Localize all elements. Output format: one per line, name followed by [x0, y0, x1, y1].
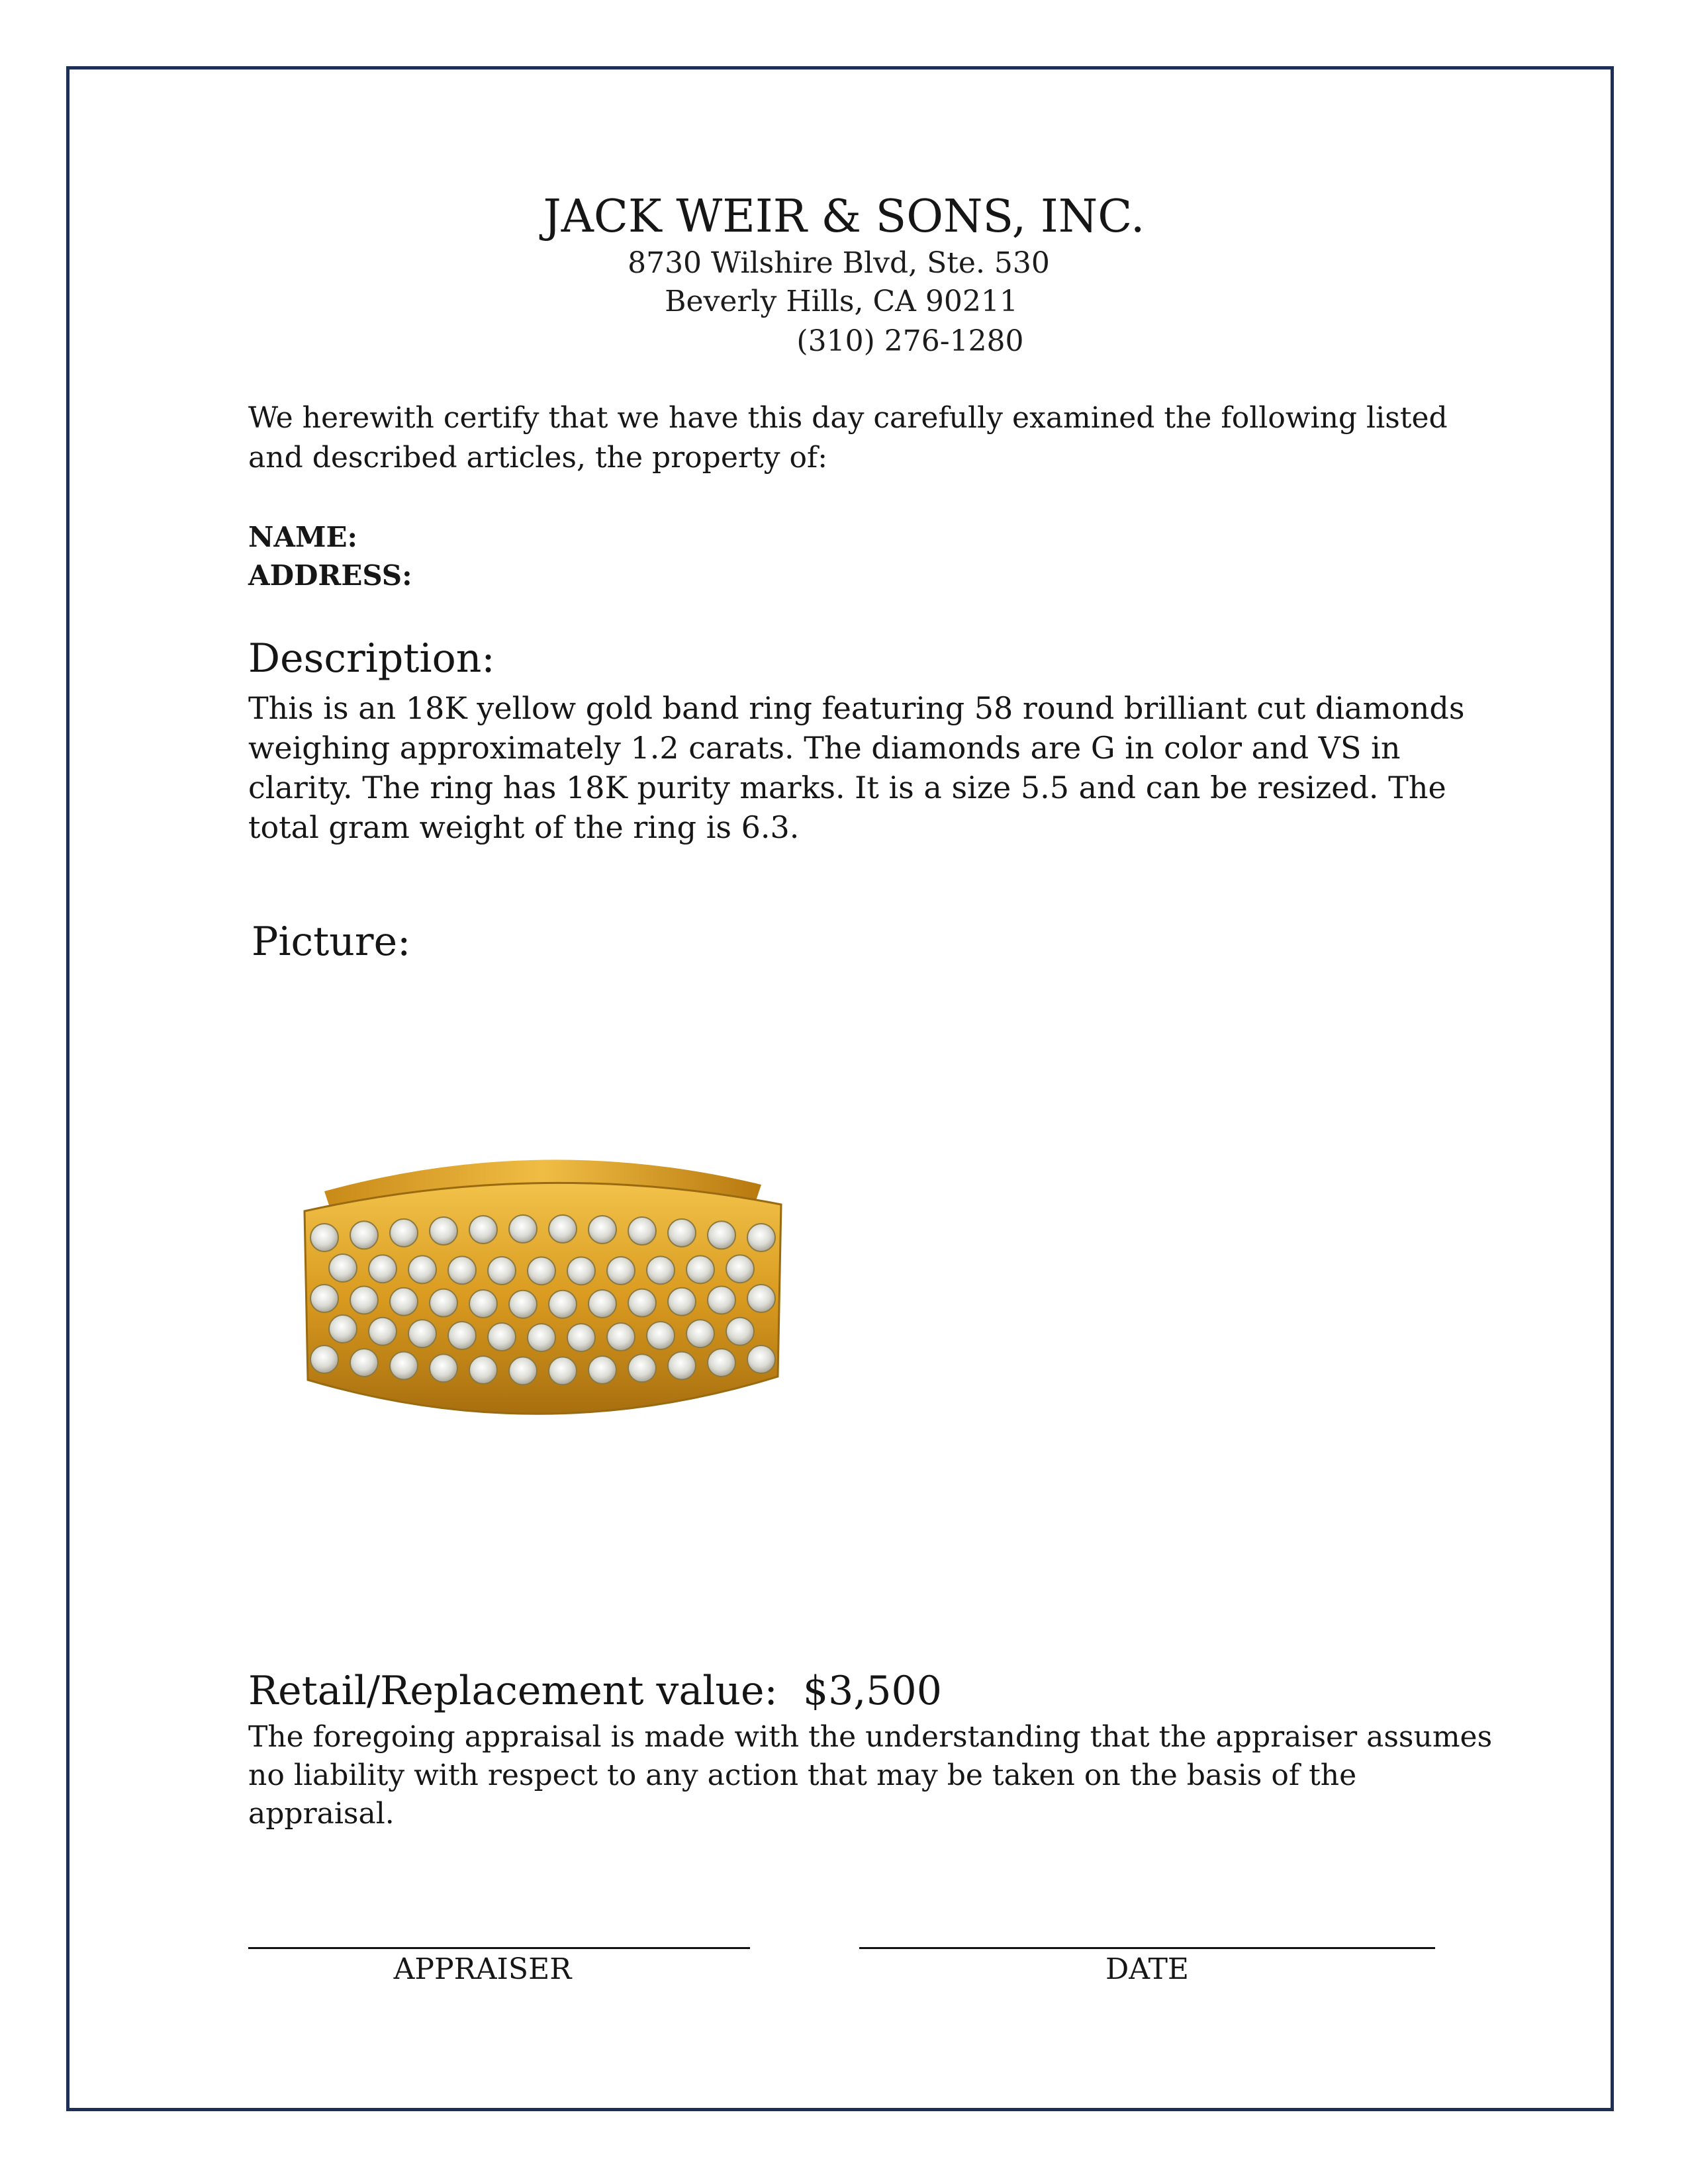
diamond-stone: [708, 1349, 735, 1377]
diamond-stone: [607, 1323, 635, 1351]
diamond-stone: [488, 1323, 516, 1351]
diamond-stone: [647, 1256, 675, 1284]
diamond-stone: [549, 1357, 577, 1385]
diamond-stone: [726, 1318, 754, 1345]
diamond-stone: [448, 1256, 476, 1284]
diamond-stone: [747, 1224, 775, 1251]
diamond-stone: [549, 1215, 577, 1243]
diamond-stone: [549, 1291, 577, 1318]
diamond-stone: [708, 1286, 735, 1314]
description-heading: Description:: [248, 635, 495, 682]
date-label: DATE: [1105, 1952, 1190, 1986]
diamond-stone: [708, 1221, 735, 1249]
diamond-stone: [390, 1219, 418, 1247]
diamond-stone: [310, 1285, 338, 1312]
diamond-stone: [469, 1356, 497, 1384]
name-label: NAME:: [248, 521, 357, 553]
diamond-stone: [509, 1357, 537, 1385]
diamond-stone: [509, 1215, 537, 1243]
address-label: ADDRESS:: [248, 559, 412, 592]
diamond-stone: [686, 1320, 714, 1347]
diamond-stone: [430, 1354, 457, 1382]
company-name: JACK WEIR & SONS, INC.: [543, 191, 1145, 243]
retail-value-label: Retail/Replacement value:: [248, 1668, 778, 1714]
appraiser-label: APPRAISER: [393, 1952, 572, 1986]
diamond-stone: [528, 1257, 555, 1285]
diamond-stone: [329, 1254, 357, 1282]
diamond-stone: [528, 1324, 555, 1351]
diamond-stone: [747, 1345, 775, 1373]
description-body: This is an 18K yellow gold band ring featuring 58 round brilliant cut diamonds weighing approximately 1.2 carats. The diamonds are G in color and VS in clarity. The ring has 18K purity marks. It is a size 5.5 and can be resized. The total gram weight of the ring is 6.3.: [248, 690, 1465, 845]
diamond-stone: [588, 1356, 616, 1384]
diamond-stone: [567, 1257, 595, 1285]
diamond-stone: [726, 1255, 754, 1283]
diamond-stone: [488, 1257, 516, 1285]
diamond-stone: [430, 1289, 457, 1317]
diamond-stone: [628, 1289, 656, 1317]
company-address-line1: 8730 Wilshire Blvd, Ste. 530: [628, 246, 1050, 280]
diamond-stone: [310, 1224, 338, 1251]
company-phone: (310) 276-1280: [796, 324, 1024, 358]
retail-value-line: [248, 1668, 942, 1714]
diamond-stone: [509, 1291, 537, 1318]
diamond-stone: [668, 1219, 696, 1247]
diamond-stone: [448, 1322, 476, 1349]
diamond-stone: [588, 1290, 616, 1318]
diamond-stone: [647, 1322, 675, 1349]
diamond-stone: [469, 1290, 497, 1318]
diamond-stone: [588, 1216, 616, 1244]
diamond-stone: [329, 1315, 357, 1343]
ring-image: [285, 1138, 801, 1443]
diamond-stone: [369, 1318, 397, 1345]
diamond-stone: [350, 1221, 378, 1249]
diamond-stone: [686, 1255, 714, 1283]
diamond-stone: [390, 1288, 418, 1316]
diamond-stone: [668, 1352, 696, 1380]
certification-statement: We herewith certify that we have this day carefully examined the following listed and described articles, the property of:: [248, 401, 1448, 475]
retail-value-amount: $3,500: [802, 1668, 942, 1714]
diamond-stone: [607, 1257, 635, 1285]
diamond-stone: [390, 1352, 418, 1380]
diamond-stone: [310, 1345, 338, 1373]
diamond-stone: [668, 1288, 696, 1316]
appraiser-signature-line: [248, 1947, 750, 1949]
diamond-stone: [469, 1216, 497, 1244]
diamond-stone: [628, 1217, 656, 1245]
diamond-stone: [408, 1255, 436, 1283]
diamond-stone: [430, 1217, 457, 1245]
company-address-line2: Beverly Hills, CA 90211: [665, 285, 1018, 318]
diamond-stone: [408, 1320, 436, 1347]
diamond-stone: [628, 1354, 656, 1382]
diamond-stone: [567, 1324, 595, 1351]
diamond-stone: [369, 1255, 397, 1283]
date-signature-line: [859, 1947, 1435, 1949]
diamond-stone: [747, 1285, 775, 1312]
liability-disclaimer: The foregoing appraisal is made with the understanding that the appraiser assumes no liability with respect to any action that may be taken on the basis of the appraisal.: [248, 1720, 1493, 1831]
diamond-stone: [350, 1286, 378, 1314]
diamond-stone: [350, 1349, 378, 1377]
picture-heading: Picture:: [252, 919, 411, 965]
